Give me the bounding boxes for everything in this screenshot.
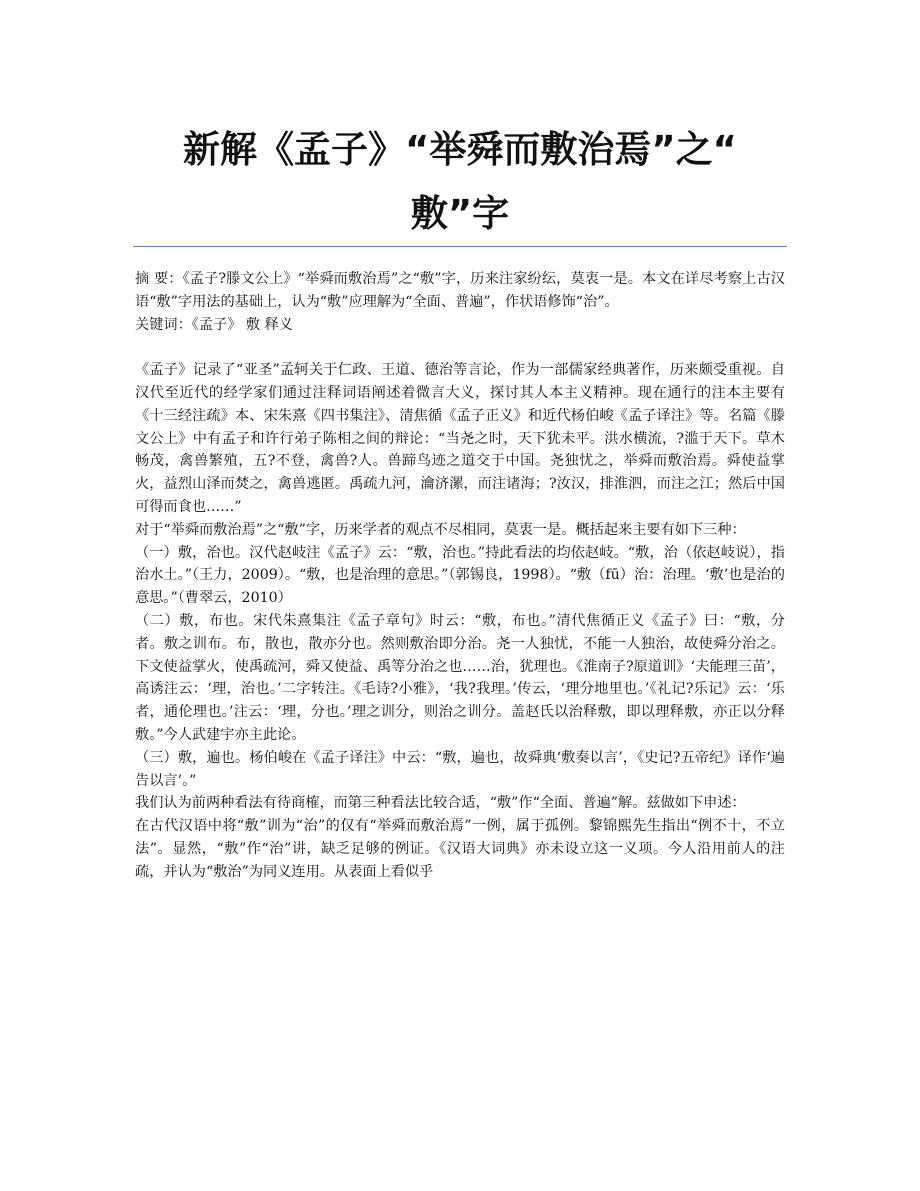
document-title <box>133 118 787 246</box>
title-divider <box>133 246 787 247</box>
body-paragraph: 《孟子》记录了“亚圣”孟轲关于仁政、王道、德治等言论，作为一部儒家经典著作，历来颇受重视。自汉代至近代的经学家们通过注释词语阐述着微言大义，探讨其人本主义精神。现在通行的注本主要有《十三经注疏》本、宋朱熹《四书集注》、清焦循《孟子正义》和近代杨伯峻《孟子译注》等。名篇《滕文公上》中有孟子和许行弟子陈相之间的辩论：“当尧之时，天下犹未平。洪水横流，?滥于天下。草木畅茂，禽兽繁殖，五?不登，禽兽?人。兽蹄鸟迹之道交于中国。尧独忧之，举舜而敷治焉。舜使益掌火，益烈山泽而焚之，禽兽逃匿。禹疏九河，瀹济漯，而注诸海；?汝汉，排淮泗，而注之江；然后中国可得而食也……” <box>135 362 785 515</box>
title-line-2: 敷”字 <box>410 192 510 235</box>
body-paragraph: 在古代汉语中将“敷”训为“治”的仅有“举舜而敷治焉”一例，属于孤例。黎锦熙先生指出“例不十，不立法”。显然，“敷”作“治”讲，缺乏足够的例证。《汉语大词典》亦未设立这一义项。今人沿用前人的注疏，并认为“敷治”为同义连用。从表面上看似乎 <box>135 818 785 880</box>
document-body <box>135 268 785 884</box>
body-paragraph: （二）敷，布也。宋代朱熹集注《孟子章句》时云：“敷，布也。”清代焦循正义《孟子》曰：“敷，分者。敷之训布。布，散也，散亦分也。然则敷治即分治。尧一人独忧，不能一人独治，故使舜分治之。下文使益掌火，使禹疏河，舜又使益、禹等分治之也……治，犹理也。《淮南子?原道训》‘夫能理三苗’，高诱注云：‘理，治也。’二字转注。《毛诗?小雅》，‘我?我理。’传云，‘理分地里也。’《礼记?乐记》云：‘乐者，通伦理也。’注云：‘理，分也。’理之训分，则治之训分。盖赵氏以治释敷，即以理释敷，亦正以分释敷。”今人武建宇亦主此论。 <box>135 612 785 743</box>
body-paragraph: 我们认为前两种看法有待商榷，而第三种看法比较合适，“敷”作“全面、普遍”解。兹做如下申述： <box>135 795 746 812</box>
body-paragraph: 对于“举舜而敷治焉”之“敷”字，历来学者的观点不尽相同，莫衷一是。概括起来主要有如下三种： <box>135 521 746 538</box>
keywords-line: 关键词：《孟子》 敷 释义 <box>135 316 293 333</box>
body-paragraph: （一）敷，治也。汉代赵岐注《孟子》云：“敷，治也。”持此看法的均依赵岐。“敷，治（依赵岐说），指治水土。”（王力，2009）。“敷，也是治理的意思。”（郭锡良，1998）。“敷（fū）治：治理。‘敷’也是治的意思。”（曹翠云，2010） <box>135 544 785 607</box>
body-paragraph: （三）敷，遍也。杨伯峻在《孟子译注》中云：“敷，遍也，故舜典‘敷奏以言’，《史记?五帝纪》译作‘遍告以言’。” <box>135 749 785 789</box>
abstract-paragraph: 摘 要：《孟子?滕文公上》“举舜而敷治焉”之“敷”字，历来注家纷纭，莫衷一是。本文在详尽考察上古汉语“敷”字用法的基础上，认为“敷”应理解为“全面、普遍”，作状语修饰“治”。 <box>135 271 785 310</box>
paragraph-spacer <box>135 336 785 359</box>
title-line-1: 新解《孟子》“举舜而敷治焉”之“ <box>183 128 737 171</box>
